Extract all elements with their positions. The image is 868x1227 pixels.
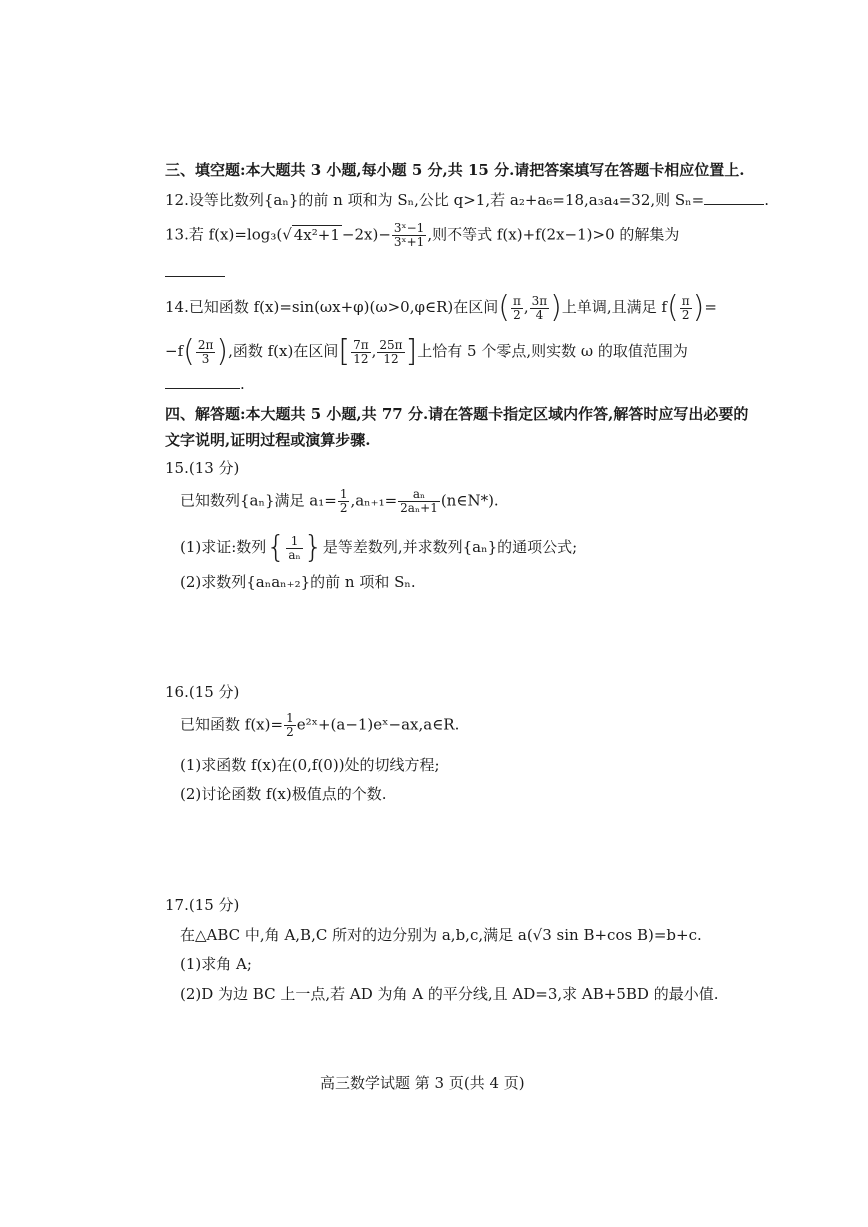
q13-end: ,则不等式 f(x)+f(2x−1)>0 的解集为: [427, 225, 680, 244]
q15-given-mid: ,aₙ₊₁=: [350, 491, 398, 510]
q14-int2-b-den: 12: [383, 351, 399, 366]
answer-blank: [165, 262, 225, 277]
q13-sqrt: 4x²+1: [293, 225, 340, 244]
q14-line1-end: =: [704, 298, 717, 316]
q16-given-frac-den: 2: [286, 725, 294, 739]
q16-part2: (2)讨论函数 f(x)极值点的个数.: [180, 785, 387, 803]
q15-given-start: 已知数列{aₙ}满足 a₁=: [180, 491, 337, 510]
q16-given-frac-num: 1: [286, 711, 294, 725]
page-footer: 高三数学试题 第 3 页(共 4 页): [320, 1074, 525, 1092]
q15-given: [180, 488, 499, 515]
q15-given-end: (n∈N*).: [440, 491, 499, 510]
q16-given: [180, 712, 459, 739]
q15-part2: (2)求数列{aₙaₙ₊₂}的前 n 项和 Sₙ.: [180, 573, 416, 591]
q16-part1: (1)求函数 f(x)在(0,f(0))处的切线方程;: [180, 756, 440, 774]
q14-int1-b-num: 3π: [531, 293, 548, 308]
q14-int2-a-num: 7π: [353, 337, 369, 352]
question-12: [165, 190, 769, 210]
q12-text: 12.设等比数列{aₙ}的前 n 项和为 Sₙ,公比 q>1,若 a₂+a₆=18,a₃a₄=32,则 Sₙ=: [165, 191, 705, 209]
question-13: 13.若 f(x)=log₃(√ 4x²+1 −2x)− $\frac{\text{3ˣ−1}}{\text{3ˣ+1}}$ ,则不等式 f(x)+f(2x−1)>0 的解集为: [165, 221, 680, 249]
q13-frac-num: 3ˣ−1: [393, 221, 425, 235]
q13-start: 13.若 f(x)=log₃(: [165, 225, 283, 244]
q14-line1-frac-num: π: [681, 293, 690, 308]
q14-line3-end: .: [240, 375, 245, 393]
q14-int1-a-num: π: [512, 293, 521, 308]
q13-after-sqrt: −2x)−: [341, 225, 391, 244]
q14-line2-mid: ,函数 f(x)在区间: [228, 342, 339, 360]
q14-answer-line: [165, 374, 245, 394]
q15-given-frac2-num: aₙ: [398, 488, 440, 502]
q17-part1: (1)求角 A;: [180, 955, 252, 973]
q15-given-frac-num: 1: [339, 487, 348, 501]
section4-header-line2: 文字说明,证明过程或演算步骤.: [165, 431, 371, 449]
q14-int2-b-num: 25π: [379, 337, 403, 352]
q14-line1-mid: 上单调,且满足 f: [561, 298, 667, 316]
q15-part1-start: (1)求证:数列: [180, 538, 267, 556]
answer-blank: [704, 190, 764, 205]
q13-fraction: [392, 222, 426, 249]
q14-line2-start: −f: [165, 342, 184, 360]
section3-header: 三、填空题:本大题共 3 小题,每小题 5 分,共 15 分.请把答案填写在答题卡相应位置上.: [165, 161, 745, 179]
q14-int2-a-den: 12: [353, 351, 369, 366]
q15-part1-end: 是等差数列,并求数列{aₙ}的通项公式;: [322, 538, 578, 556]
q15-given-frac-den: 2: [339, 501, 348, 515]
q17-given: 在△ABC 中,角 A,B,C 所对的边分别为 a,b,c,满足 a(√3 sin B+cos B)=b+c.: [180, 926, 702, 944]
q13-answer-line: [165, 262, 225, 282]
q13-frac-den: 3ˣ+1: [393, 235, 425, 249]
q14-line2-frac-num: 2π: [197, 337, 214, 352]
q15-part1-frac-num: 1: [286, 535, 302, 549]
q15-title: 15.(13 分): [165, 459, 240, 477]
q15-part1: (1)求证:数列{ $\frac{1}{\text{aₙ}}$ }是等差数列,并求数列{aₙ}的通项公式;: [180, 530, 578, 565]
q16-given-end: e²ˣ+(a−1)eˣ−ax,a∈R.: [296, 715, 460, 734]
q15-part1-frac-den: aₙ: [288, 547, 301, 562]
question-14-line2: −f( $\frac{2\pi}{3}$ ),函数 f(x)在区间[ $\frac{7\pi}{12}$ , $\frac{25\pi}{12}$ ]上恰有 5 个零点,则实数 ω 的取值范围为: [165, 334, 688, 369]
q14-line2-frac-den: 3: [201, 351, 210, 366]
q14-line1-start: 14.已知函数 f(x)=sin(ωx+φ)(ω>0,φ∈R)在区间: [165, 298, 499, 316]
section4-header-line1: 四、解答题:本大题共 5 小题,共 77 分.请在答题卡指定区域内作答,解答时应写出必要的: [165, 405, 749, 423]
q14-int1-b-den: 4: [535, 307, 544, 322]
q17-part2: (2)D 为边 BC 上一点,若 AD 为角 A 的平分线,且 AD=3,求 AB+5BD 的最小值.: [180, 985, 719, 1003]
q12-end: .: [764, 191, 770, 209]
answer-blank: [165, 374, 240, 389]
q14-line1-frac-den: 2: [681, 307, 690, 322]
q14-int1-a-den: 2: [513, 307, 521, 322]
q16-title: 16.(15 分): [165, 683, 240, 701]
q14-line2-end: 上恰有 5 个零点,则实数 ω 的取值范围为: [417, 342, 688, 360]
question-14-line1: 14.已知函数 f(x)=sin(ωx+φ)(ω>0,φ∈R)在区间( $\frac{\pi}{2}$ , $\frac{3\pi}{4}$ )上单调,且满足 f( $\frac{\pi}{2}$ )=: [165, 290, 717, 325]
q16-given-start: 已知函数 f(x)=: [180, 715, 284, 734]
q17-title: 17.(15 分): [165, 896, 240, 914]
q15-given-frac2-den: 2aₙ+1: [400, 501, 438, 515]
